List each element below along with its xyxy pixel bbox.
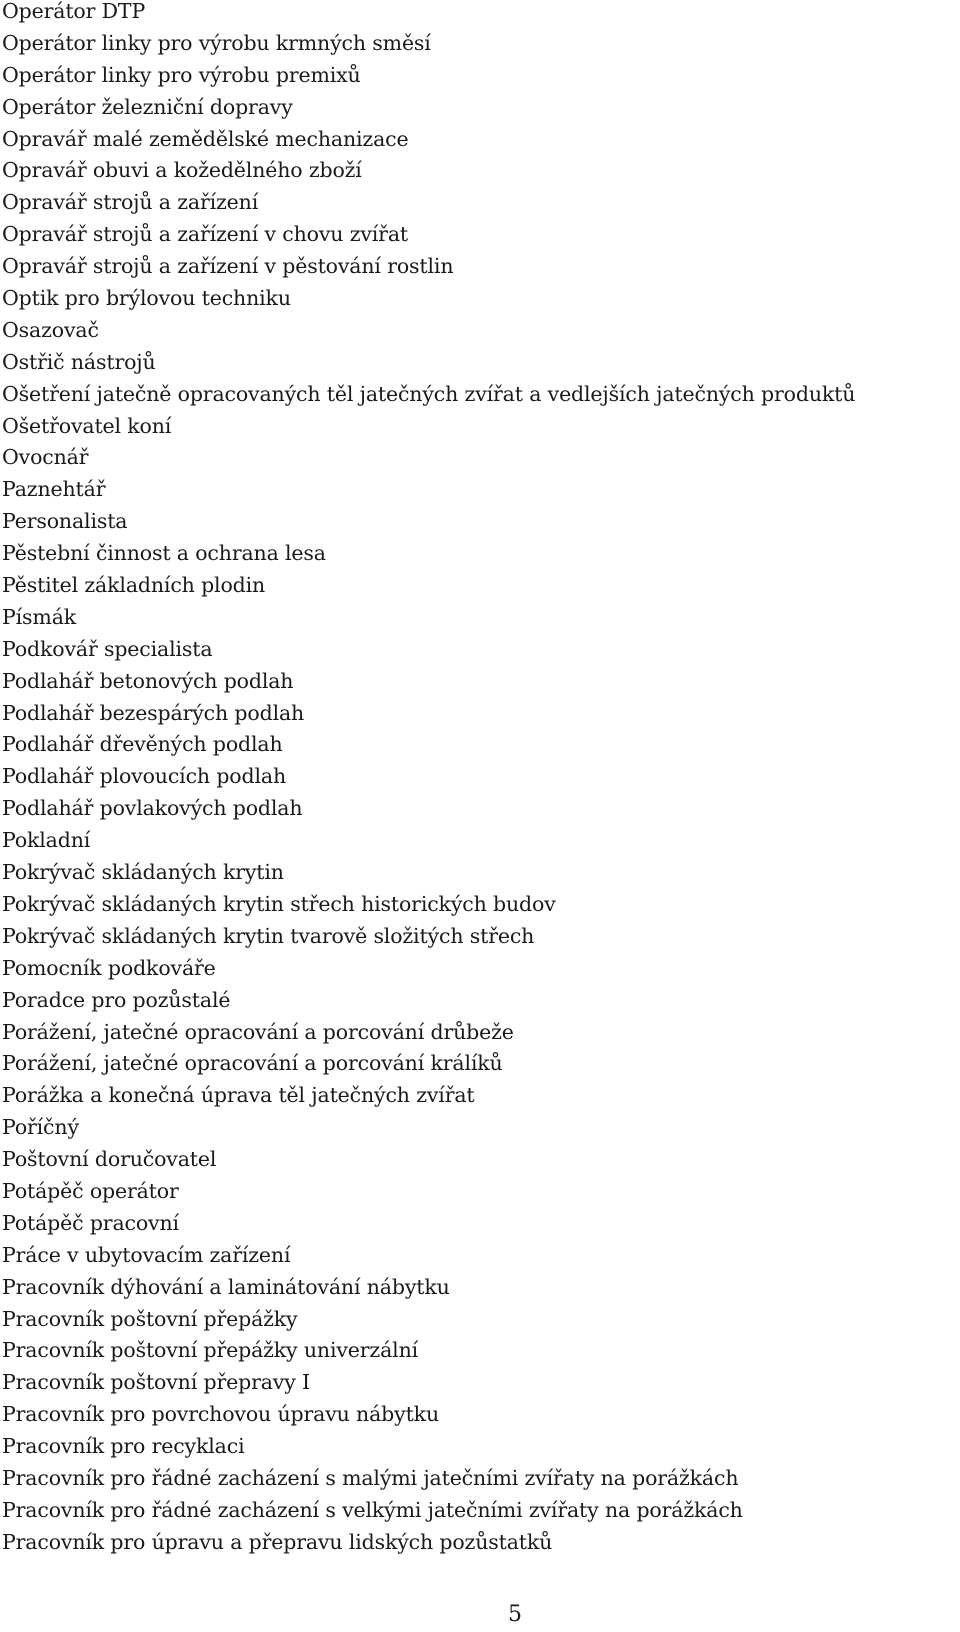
occupation-item: Písmák	[2, 604, 77, 629]
occupation-item: Opravář strojů a zařízení v chovu zvířat	[2, 222, 408, 247]
occupation-item: Poříčný	[2, 1115, 79, 1140]
occupation-item: Podkovář specialista	[2, 636, 213, 661]
occupation-item: Operátor linky pro výrobu premixů	[2, 62, 361, 87]
occupation-item: Opravář strojů a zařízení v pěstování rostlin	[2, 254, 454, 279]
occupation-item: Pěstební činnost a ochrana lesa	[2, 541, 326, 566]
occupation-item: Opravář obuvi a kožedělného zboží	[2, 158, 362, 183]
occupation-item: Pracovník poštovní přepravy I	[2, 1370, 310, 1395]
occupation-item: Pracovník pro povrchovou úpravu nábytku	[2, 1402, 440, 1427]
occupation-item: Pomocník podkováře	[2, 955, 216, 980]
occupation-item: Podlahář dřevěných podlah	[2, 732, 283, 757]
occupation-item: Potápěč operátor	[2, 1178, 179, 1203]
occupation-item: Porážení, jatečné opracování a porcování drůbeže	[2, 1019, 514, 1044]
occupation-item: Podlahář bezespárých podlah	[2, 700, 305, 725]
occupation-item: Pokladní	[2, 828, 91, 853]
occupation-item: Pokrývač skládaných krytin střech historických budov	[2, 891, 556, 916]
page-number: 5	[508, 1602, 522, 1627]
occupation-item: Porážka a konečná úprava těl jatečných zvířat	[2, 1083, 475, 1108]
occupation-item: Pracovník poštovní přepážky	[2, 1306, 298, 1331]
occupation-item: Ošetřovatel koní	[2, 413, 172, 438]
occupation-item: Poradce pro pozůstalé	[2, 987, 231, 1012]
occupation-item: Ošetření jatečně opracovaných těl jatečných zvířat a vedlejších jatečných produktů	[2, 381, 856, 406]
occupation-item: Ovocnář	[2, 445, 89, 470]
occupation-item: Operátor železniční dopravy	[2, 94, 293, 119]
occupation-item: Operátor linky pro výrobu krmných směsí	[2, 30, 431, 55]
occupation-item: Porážení, jatečné opracování a porcování králíků	[2, 1051, 503, 1076]
occupation-item: Optik pro brýlovou techniku	[2, 286, 291, 311]
occupation-item: Poštovní doručovatel	[2, 1147, 217, 1172]
occupation-item: Osazovač	[2, 317, 99, 342]
occupation-item: Práce v ubytovacím zařízení	[2, 1242, 291, 1267]
occupation-item: Podlahář povlakových podlah	[2, 796, 303, 821]
occupation-item: Pokrývač skládaných krytin	[2, 860, 284, 885]
occupation-item: Paznehtář	[2, 477, 106, 502]
occupation-item: Pěstitel základních plodin	[2, 573, 266, 598]
occupation-item: Potápěč pracovní	[2, 1210, 179, 1235]
occupation-item: Pokrývač skládaných krytin tvarově složitých střech	[2, 923, 535, 948]
occupation-item: Pracovník pro řádné zacházení s malými jatečními zvířaty na porážkách	[2, 1465, 739, 1490]
occupation-item: Podlahář plovoucích podlah	[2, 764, 287, 789]
occupation-item: Pracovník pro recyklaci	[2, 1434, 245, 1459]
occupation-item: Pracovník pro úpravu a přepravu lidských pozůstatků	[2, 1529, 553, 1554]
occupation-item: Podlahář betonových podlah	[2, 668, 294, 693]
occupation-item: Operátor DTP	[2, 0, 146, 23]
occupation-item: Ostřič nástrojů	[2, 349, 156, 374]
occupation-item: Pracovník pro řádné zacházení s velkými jatečními zvířaty na porážkách	[2, 1497, 743, 1522]
occupation-item: Personalista	[2, 509, 128, 534]
occupation-list	[2, 0, 958, 1559]
occupation-item: Pracovník poštovní přepážky univerzální	[2, 1338, 419, 1363]
occupation-item: Opravář strojů a zařízení	[2, 190, 259, 215]
occupation-item: Pracovník dýhování a laminátování nábytku	[2, 1274, 450, 1299]
occupation-item: Opravář malé zemědělské mechanizace	[2, 126, 409, 151]
